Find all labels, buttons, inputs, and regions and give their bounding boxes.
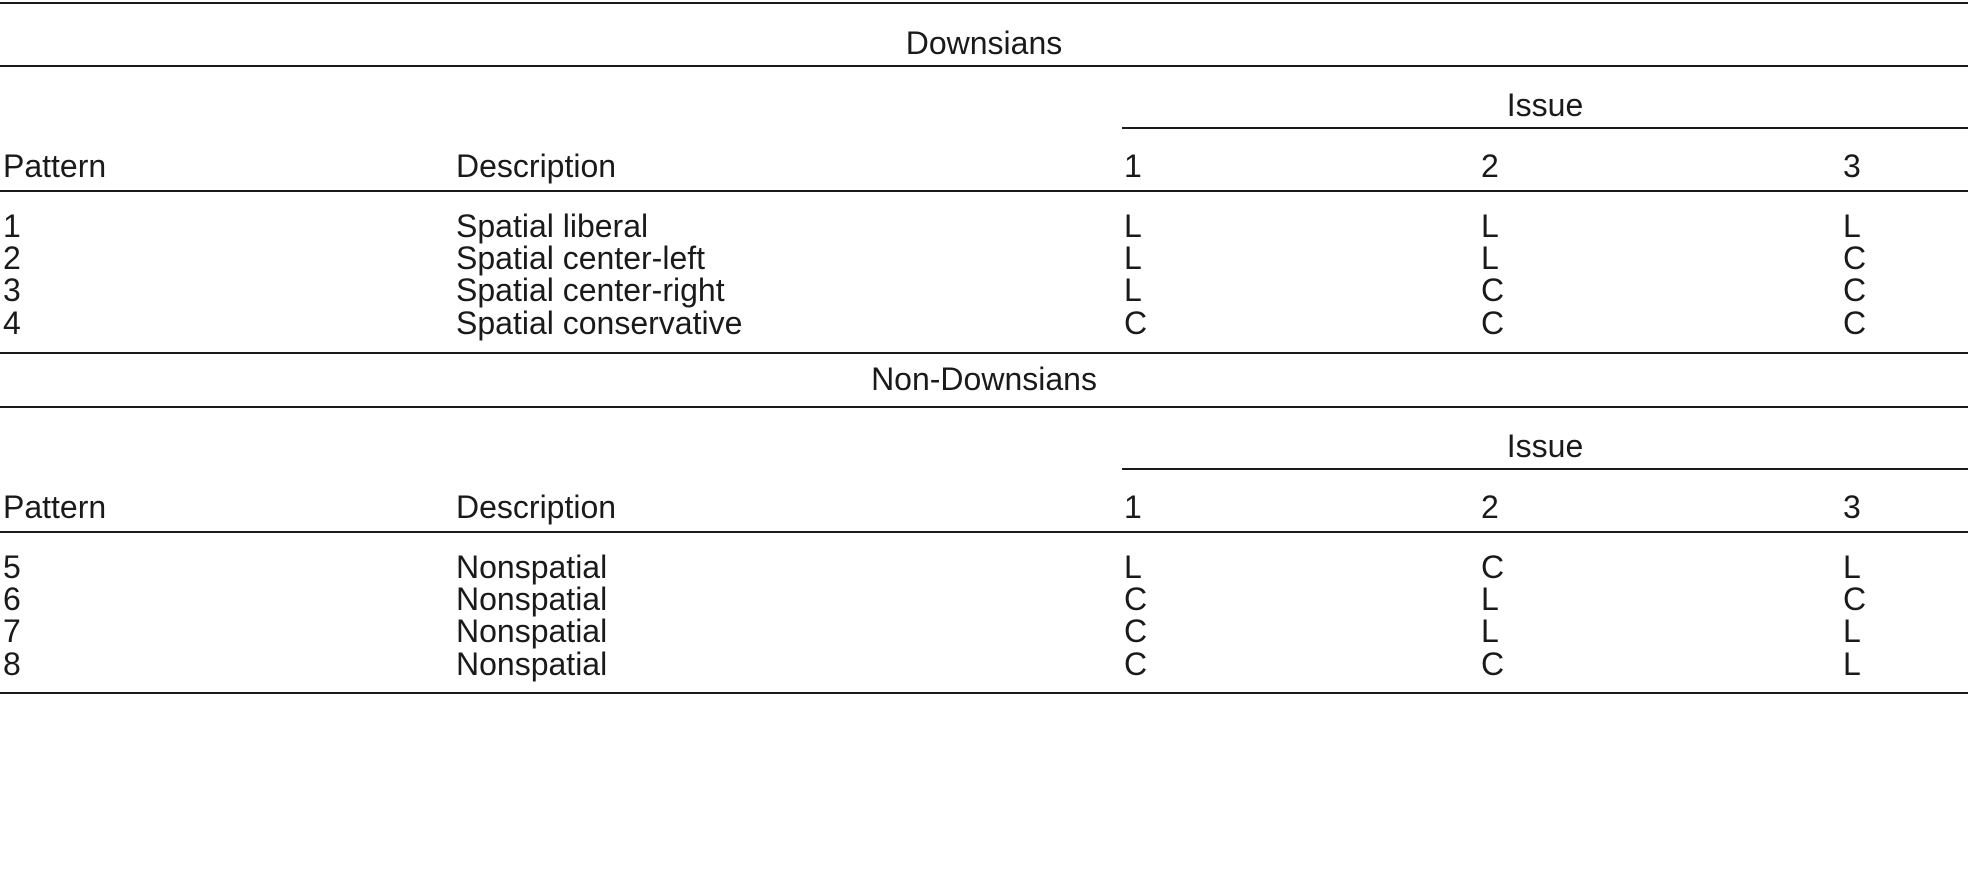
cell-pattern: 5 [3,549,21,585]
cell-pattern: 2 [3,240,21,276]
cell-pattern: 4 [3,305,21,341]
header-rule [0,531,1968,533]
cell-pattern: 7 [3,613,21,649]
cell-issue-1: L [1124,272,1142,308]
section-title-rule [0,406,1968,408]
cell-issue-2: C [1481,272,1505,308]
header-issue-3: 3 [1843,148,1861,184]
header-issue-2: 2 [1481,148,1499,184]
cell-pattern: 8 [3,646,21,682]
cell-pattern: 6 [3,581,21,617]
issue-group-label: Issue [1506,87,1584,123]
cell-description: Nonspatial [456,646,608,682]
header-description: Description [456,489,617,525]
cell-issue-3: L [1843,208,1861,244]
cell-issue-1: L [1124,208,1142,244]
cell-description: Spatial liberal [456,208,649,244]
cell-issue-3: L [1843,549,1861,585]
cell-issue-1: C [1124,646,1148,682]
cell-description: Nonspatial [456,581,608,617]
cell-issue-2: L [1481,613,1499,649]
issue-group-rule [1122,127,1968,129]
cell-issue-3: L [1843,613,1861,649]
header-issue-1: 1 [1124,148,1142,184]
cell-issue-3: C [1843,272,1867,308]
cell-issue-2: L [1481,208,1499,244]
issue-group-label: Issue [1506,428,1584,464]
bottom-rule [0,692,1968,694]
cell-issue-2: L [1481,240,1499,276]
cell-description: Spatial conservative [456,305,743,341]
cell-description: Spatial center-right [456,272,725,308]
cell-issue-2: C [1481,549,1505,585]
cell-issue-2: L [1481,581,1499,617]
cell-description: Spatial center-left [456,240,706,276]
header-rule [0,190,1968,192]
cell-description: Nonspatial [456,549,608,585]
cell-pattern: 1 [3,208,21,244]
header-pattern: Pattern [3,148,107,184]
cell-issue-1: C [1124,581,1148,617]
cell-issue-2: C [1481,305,1505,341]
header-issue-2: 2 [1481,489,1499,525]
header-description: Description [456,148,617,184]
section-title-downsians: Downsians [905,25,1063,61]
cell-issue-1: C [1124,613,1148,649]
cell-issue-2: C [1481,646,1505,682]
section-divider-rule [0,352,1968,354]
top-rule [0,2,1968,4]
issue-group-rule [1122,468,1968,470]
header-issue-1: 1 [1124,489,1142,525]
cell-issue-3: C [1843,305,1867,341]
cell-issue-1: L [1124,549,1142,585]
cell-issue-3: C [1843,240,1867,276]
cell-issue-3: L [1843,646,1861,682]
cell-pattern: 3 [3,272,21,308]
cell-issue-3: C [1843,581,1867,617]
section-title-non-downsians: Non-Downsians [871,361,1097,397]
cell-description: Nonspatial [456,613,608,649]
header-issue-3: 3 [1843,489,1861,525]
header-pattern: Pattern [3,489,107,525]
cell-issue-1: L [1124,240,1142,276]
cell-issue-1: C [1124,305,1148,341]
section-title-rule [0,65,1968,67]
